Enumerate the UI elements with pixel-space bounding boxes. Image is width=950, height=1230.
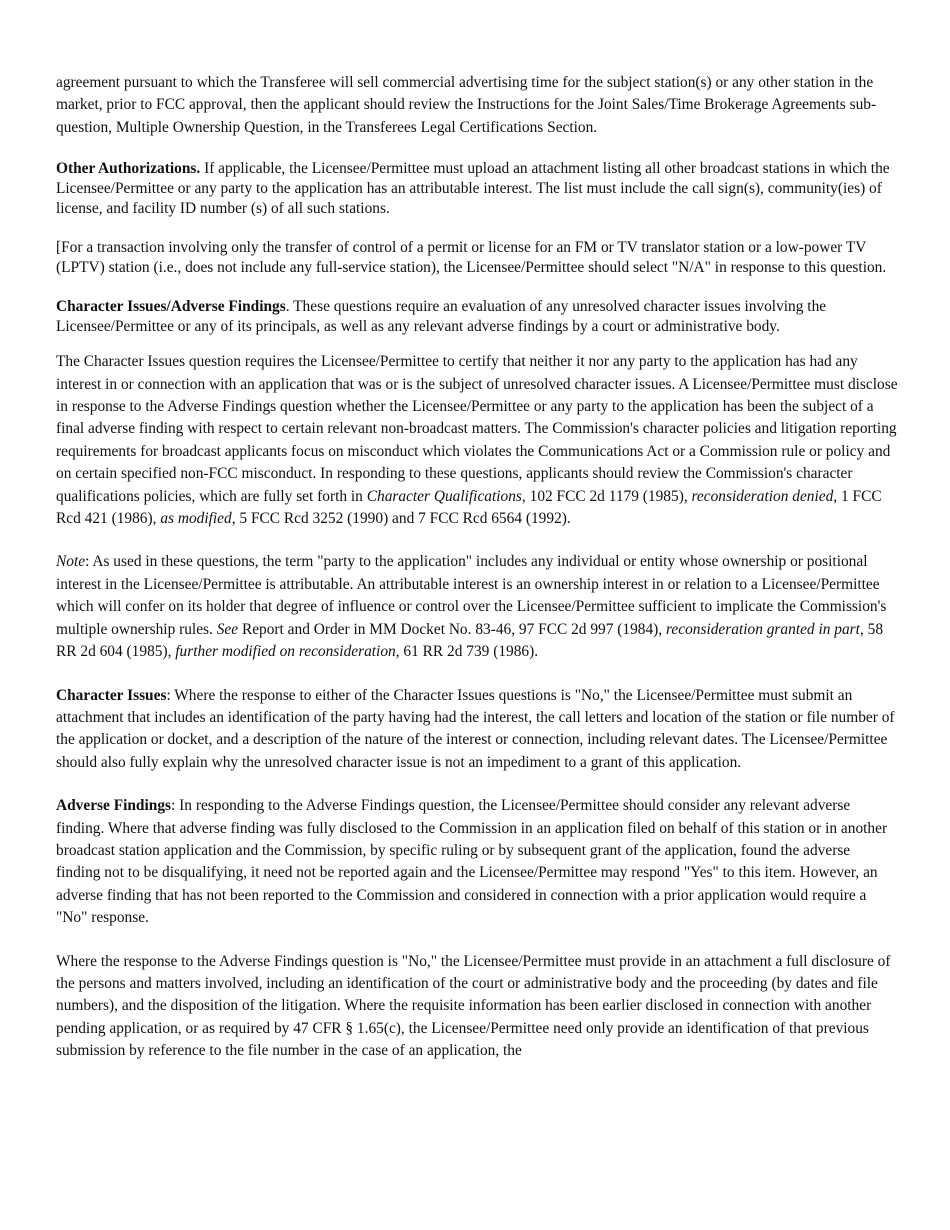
- paragraph-text: , 102 FCC 2d 1179 (1985),: [521, 487, 692, 505]
- paragraph-text: , 58 RR 2d 604 (1985),: [56, 620, 884, 661]
- paragraph-character-adverse-intro: [56, 297, 898, 337]
- paragraph-joint-sales-continuation: [56, 72, 898, 139]
- paragraph-text: : In responding to the Adverse Findings question, the Licensee/Permittee should consider any relevant adverse finding. Where that adverse finding was fully disclosed to the Commission in an application filed on behalf of this station or in another broadcast station application and the Commission, by specific ruling or by subsequent grant of the application, found the adverse finding not to be disqualifying, it need not be reported again and the Licensee/Permittee may respond "Yes" to this item. However, an adverse finding that has not been reported to the Commission and considered in connection with a prior application would require a "No" response.: [56, 797, 888, 927]
- paragraph-text: , 1 FCC Rcd 421 (1986),: [56, 487, 882, 528]
- paragraph-text: [For a transaction involving only the transfer of control of a permit or license for an FM or TV translator station or a low-power TV (LPTV) station (i.e., does not include any full-service station), the Licensee/Permittee should select "N/A" in response to this question.: [56, 239, 887, 277]
- section-heading-other-authorizations: Other Authorizations.: [56, 160, 201, 178]
- paragraph-adverse-findings-no-response: [56, 951, 898, 1063]
- citation-italic: Character Qualifications: [366, 487, 522, 505]
- paragraph-note-party-definition: [56, 551, 898, 663]
- paragraph-other-authorizations: [56, 159, 898, 219]
- paragraph-text: : Where the response to either of the Character Issues questions is "No," the Licensee/Permittee must submit an attachment that includes an identification of the party having had the interest, the call letters and location of the station or file number of the application or docket, and a description of the nature of the interest or connection, including relevant dates. The Licensee/Permittee should also fully explain why the unresolved character issue is not an impediment to a grant of this application.: [56, 686, 895, 771]
- paragraph-character-issues: [56, 685, 898, 775]
- citation-italic: See: [216, 620, 239, 638]
- citation-italic: as modified: [160, 510, 232, 528]
- paragraph-text: : As used in these questions, the term "party to the application" includes any individual or entity whose ownership or positional interest in the Licensee/Permittee is attributable. An attributable interest is an ownership interest in or relation to a Licensee/Permittee which will confer on its holder that degree of influence or control over the Licensee/Permittee sufficient to implicate the Commission's multiple ownership rules.: [56, 553, 887, 638]
- paragraph-text: . These questions require an evaluation of any unresolved character issues involving the Licensee/Permittee or any of its principals, as well as any relevant adverse findings by a court or administrative body.: [56, 298, 827, 336]
- paragraph-text: If applicable, the Licensee/Permittee must upload an attachment listing all other broadcast stations in which the Licensee/Permittee or any party to the application has an attributable interest. The list must include the call sign(s), community(ies) of license, and facility ID number (s) of all such stations.: [56, 160, 890, 218]
- paragraph-text: , 61 RR 2d 739 (1986).: [395, 643, 539, 661]
- paragraph-character-issues-question: [56, 351, 898, 530]
- section-heading-adverse-findings: Adverse Findings: [56, 797, 172, 815]
- citation-italic: reconsideration denied: [691, 487, 834, 505]
- paragraph-text: agreement pursuant to which the Transferee will sell commercial advertising time for the subject station(s) or any other station in the market, prior to FCC approval, then the applicant should review the Instructions for the Joint Sales/Time Brokerage Agreements sub-question, Multiple Ownership Question, in the Transferees Legal Certifications Section.: [56, 74, 877, 136]
- paragraph-text: , 5 FCC Rcd 3252 (1990) and 7 FCC Rcd 6564 (1992).: [231, 510, 571, 528]
- note-label: Note: [56, 553, 86, 571]
- paragraph-text: The Character Issues question requires the Licensee/Permittee to certify that neither it nor any party to the application has had any interest in or connection with an application that was or is the subject of unresolved character issues. A Licensee/Permittee must disclose in response to the Adverse Findings question whether the Licensee/Permittee or any party to the application has been the subject of a final adverse finding with respect to certain relevant non-broadcast matters. The Commission's character policies and litigation reporting requirements for broadcast applicants focus on misconduct which violates the Communications Act or a Commission rule or policy and on certain specified non-FCC misconduct. In responding to these questions, applicants should review the Commission's character qualifications policies, which are fully set forth in: [56, 353, 898, 505]
- paragraph-text: Report and Order in MM Docket No. 83-46, 97 FCC 2d 997 (1984),: [238, 620, 666, 638]
- paragraph-translator-note: [56, 238, 898, 278]
- section-heading-character-issues: Character Issues: [56, 686, 167, 704]
- paragraph-text: Where the response to the Adverse Findings question is "No," the Licensee/Permittee must provide in an attachment a full disclosure of the persons and matters involved, including an identification of the court or administrative body and the proceeding (by dates and file numbers), and the disposition of the litigation. Where the requisite information has been earlier disclosed in connection with another pending application, or as required by 47 CFR § 1.65(c), the Licensee/Permittee need only provide an identification of that previous submission by reference to the file number in the case of an application, the: [56, 952, 891, 1060]
- paragraph-adverse-findings: [56, 795, 898, 929]
- citation-italic: reconsideration granted in part: [666, 620, 860, 638]
- citation-italic: further modified on reconsideration: [175, 643, 396, 661]
- document-page: [56, 72, 898, 1063]
- section-heading-character-adverse-findings: Character Issues/Adverse Findings: [56, 298, 286, 316]
